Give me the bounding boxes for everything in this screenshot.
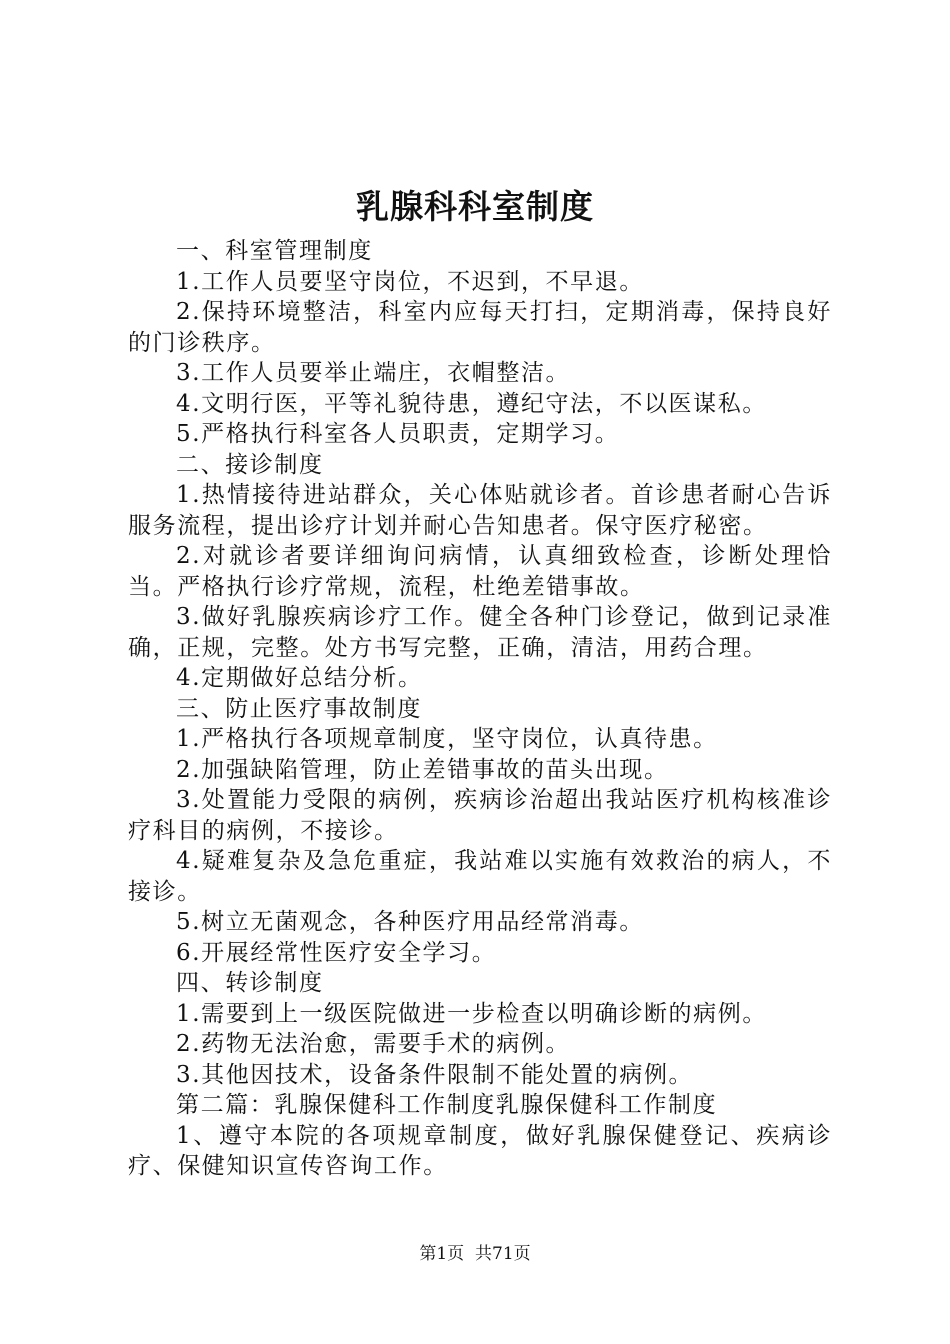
section-heading: 二、接诊制度 <box>176 451 324 478</box>
paragraph: 1.工作人员要坚守岗位，不迟到，不早退。 <box>176 268 644 295</box>
document-body <box>128 236 832 1182</box>
paragraph: 1.严格执行各项规章制度，坚守岗位，认真待患。 <box>176 726 718 752</box>
paragraph: 5.严格执行科室各人员职责，定期学习。 <box>176 421 620 447</box>
paragraph: 4.定期做好总结分析。 <box>176 665 423 691</box>
section-heading: 一、科室管理制度 <box>176 238 373 264</box>
paragraph: 6.开展经常性医疗安全学习。 <box>176 939 497 966</box>
page-number: 第1页 <box>419 1244 465 1264</box>
paragraph: 1.需要到上一级医院做进一步检查以明确诊断的病例。 <box>176 1000 767 1027</box>
paragraph: 2.加强缺陷管理，防止差错事故的苗头出现。 <box>176 756 669 783</box>
paragraph: 4.疑难复杂及急危重症，我站难以实施有效救治的病人，不接诊。 <box>128 848 832 905</box>
paragraph: 3.做好乳腺疾病诊疗工作。健全各种门诊登记，做到记录准确，正规，完整。处方书写完整，正确，清洁，用药合理。 <box>128 604 832 661</box>
section-heading: 三、防止医疗事故制度 <box>176 695 422 722</box>
paragraph: 2.药物无法治愈，需要手术的病例。 <box>176 1031 571 1057</box>
paragraph: 2.保持环境整洁，科室内应每天打扫，定期消毒，保持良好的门诊秩序。 <box>128 299 832 356</box>
section-heading: 四、转诊制度 <box>176 970 324 996</box>
paragraph: 3.工作人员要举止端庄，衣帽整洁。 <box>176 360 571 386</box>
page-footer <box>0 1242 950 1266</box>
paragraph: 3.处置能力受限的病例，疾病诊治超出我站医疗机构核准诊疗科目的病例，不接诊。 <box>128 787 832 844</box>
paragraph: 1.热情接待进站群众，关心体贴就诊者。首诊患者耐心告诉服务流程，提出诊疗计划并耐心告知患者。保守医疗秘密。 <box>128 482 832 539</box>
section-heading: 第二篇：乳腺保健科工作制度乳腺保健科工作制度 <box>176 1092 718 1118</box>
paragraph: 5.树立无菌观念，各种医疗用品经常消毒。 <box>176 909 644 935</box>
paragraph: 4.文明行医，平等礼貌待患，遵纪守法，不以医谋私。 <box>176 390 767 417</box>
paragraph: 3.其他因技术，设备条件限制不能处置的病例。 <box>176 1061 694 1088</box>
paragraph: 1、遵守本院的各项规章制度，做好乳腺保健登记、疾病诊疗、保健知识宣传咨询工作。 <box>128 1122 832 1179</box>
paragraph: 2.对就诊者要详细询问病情，认真细致检查，诊断处理恰当。严格执行诊疗常规，流程，杜绝差错事故。 <box>128 543 832 600</box>
document-title: 乳腺科科室制度 <box>356 187 594 226</box>
page-total: 共71页 <box>475 1244 531 1264</box>
